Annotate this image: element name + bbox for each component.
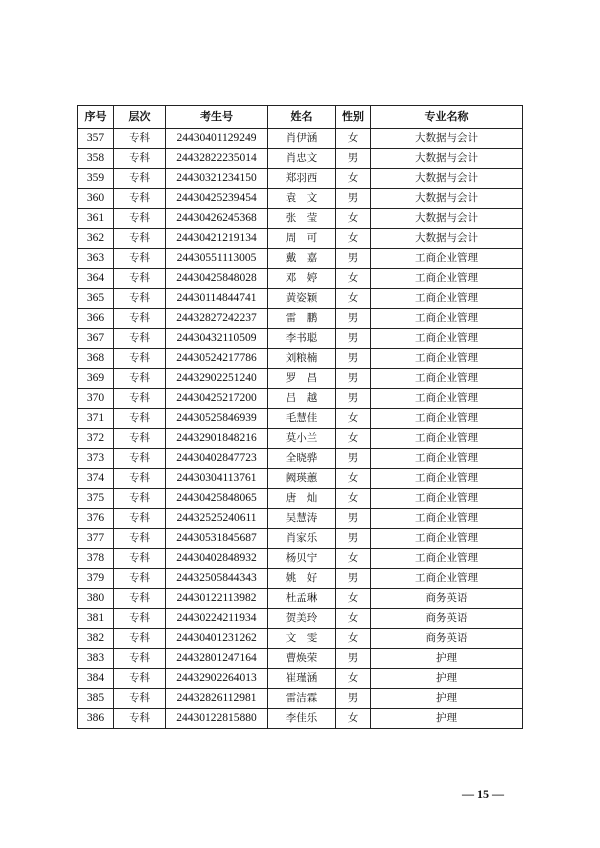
cell-gender: 男 xyxy=(336,349,371,369)
table-row xyxy=(78,569,523,589)
cell-name: 曹焕荣 xyxy=(268,649,336,669)
cell-exam-id: 24432827242237 xyxy=(166,309,268,329)
cell-exam-id: 24430525846939 xyxy=(166,409,268,429)
cell-major: 大数据与会计 xyxy=(371,189,523,209)
cell-name: 姚 好 xyxy=(268,569,336,589)
cell-level: 专科 xyxy=(114,509,166,529)
cell-gender: 女 xyxy=(336,409,371,429)
cell-name: 肖忠文 xyxy=(268,149,336,169)
cell-seq: 368 xyxy=(78,349,114,369)
cell-major: 工商企业管理 xyxy=(371,309,523,329)
table-body xyxy=(78,129,523,729)
cell-name: 雷洁霖 xyxy=(268,689,336,709)
cell-gender: 女 xyxy=(336,469,371,489)
cell-level: 专科 xyxy=(114,649,166,669)
cell-seq: 381 xyxy=(78,609,114,629)
cell-exam-id: 24430425239454 xyxy=(166,189,268,209)
cell-gender: 女 xyxy=(336,129,371,149)
cell-gender: 女 xyxy=(336,669,371,689)
table-row xyxy=(78,129,523,149)
cell-name: 莫小兰 xyxy=(268,429,336,449)
cell-exam-id: 24432801247164 xyxy=(166,649,268,669)
cell-gender: 女 xyxy=(336,269,371,289)
cell-level: 专科 xyxy=(114,689,166,709)
cell-name: 吕 越 xyxy=(268,389,336,409)
cell-seq: 363 xyxy=(78,249,114,269)
cell-seq: 382 xyxy=(78,629,114,649)
cell-level: 专科 xyxy=(114,449,166,469)
cell-name: 张 莹 xyxy=(268,209,336,229)
header-seq: 序号 xyxy=(78,106,114,129)
cell-gender: 女 xyxy=(336,209,371,229)
cell-name: 刘粮楠 xyxy=(268,349,336,369)
cell-name: 全晓骅 xyxy=(268,449,336,469)
cell-level: 专科 xyxy=(114,289,166,309)
cell-name: 周 可 xyxy=(268,229,336,249)
cell-level: 专科 xyxy=(114,409,166,429)
cell-exam-id: 24430321234150 xyxy=(166,169,268,189)
cell-exam-id: 24430426245368 xyxy=(166,209,268,229)
table-header-row xyxy=(78,106,523,129)
cell-name: 肖伊涵 xyxy=(268,129,336,149)
cell-major: 护理 xyxy=(371,709,523,729)
cell-level: 专科 xyxy=(114,309,166,329)
cell-level: 专科 xyxy=(114,709,166,729)
table-row xyxy=(78,509,523,529)
header-major: 专业名称 xyxy=(371,106,523,129)
cell-seq: 379 xyxy=(78,569,114,589)
cell-level: 专科 xyxy=(114,669,166,689)
cell-exam-id: 24432505844343 xyxy=(166,569,268,589)
cell-exam-id: 24432822235014 xyxy=(166,149,268,169)
table-row xyxy=(78,609,523,629)
cell-exam-id: 24430122815880 xyxy=(166,709,268,729)
cell-major: 工商企业管理 xyxy=(371,329,523,349)
table-row xyxy=(78,389,523,409)
cell-major: 工商企业管理 xyxy=(371,409,523,429)
cell-seq: 375 xyxy=(78,489,114,509)
cell-major: 工商企业管理 xyxy=(371,489,523,509)
cell-name: 阙瑛蕙 xyxy=(268,469,336,489)
cell-exam-id: 24430425848028 xyxy=(166,269,268,289)
cell-seq: 371 xyxy=(78,409,114,429)
cell-gender: 男 xyxy=(336,689,371,709)
cell-gender: 女 xyxy=(336,629,371,649)
table-row xyxy=(78,269,523,289)
cell-exam-id: 24430421219134 xyxy=(166,229,268,249)
cell-major: 工商企业管理 xyxy=(371,509,523,529)
cell-seq: 377 xyxy=(78,529,114,549)
cell-major: 工商企业管理 xyxy=(371,569,523,589)
table-row xyxy=(78,549,523,569)
cell-gender: 女 xyxy=(336,609,371,629)
table-row xyxy=(78,669,523,689)
table-row xyxy=(78,189,523,209)
cell-seq: 384 xyxy=(78,669,114,689)
table-row xyxy=(78,289,523,309)
cell-exam-id: 24430402847723 xyxy=(166,449,268,469)
cell-seq: 367 xyxy=(78,329,114,349)
cell-name: 雷 鹏 xyxy=(268,309,336,329)
cell-level: 专科 xyxy=(114,529,166,549)
cell-major: 大数据与会计 xyxy=(371,209,523,229)
cell-level: 专科 xyxy=(114,189,166,209)
cell-name: 杜孟琳 xyxy=(268,589,336,609)
cell-gender: 男 xyxy=(336,329,371,349)
table-row xyxy=(78,409,523,429)
cell-exam-id: 24432826112981 xyxy=(166,689,268,709)
cell-level: 专科 xyxy=(114,129,166,149)
cell-exam-id: 24430432110509 xyxy=(166,329,268,349)
cell-exam-id: 24430425217200 xyxy=(166,389,268,409)
cell-gender: 男 xyxy=(336,369,371,389)
cell-gender: 男 xyxy=(336,189,371,209)
cell-exam-id: 24430401231262 xyxy=(166,629,268,649)
cell-name: 肖家乐 xyxy=(268,529,336,549)
cell-seq: 376 xyxy=(78,509,114,529)
cell-gender: 男 xyxy=(336,449,371,469)
table-row xyxy=(78,489,523,509)
cell-seq: 380 xyxy=(78,589,114,609)
table-row xyxy=(78,349,523,369)
header-level: 层次 xyxy=(114,106,166,129)
cell-level: 专科 xyxy=(114,149,166,169)
cell-name: 吴慧涛 xyxy=(268,509,336,529)
cell-seq: 374 xyxy=(78,469,114,489)
cell-level: 专科 xyxy=(114,169,166,189)
cell-major: 工商企业管理 xyxy=(371,469,523,489)
cell-seq: 366 xyxy=(78,309,114,329)
cell-name: 唐 灿 xyxy=(268,489,336,509)
cell-seq: 373 xyxy=(78,449,114,469)
cell-major: 大数据与会计 xyxy=(371,149,523,169)
cell-level: 专科 xyxy=(114,429,166,449)
cell-gender: 女 xyxy=(336,549,371,569)
cell-gender: 男 xyxy=(336,649,371,669)
cell-level: 专科 xyxy=(114,589,166,609)
cell-seq: 369 xyxy=(78,369,114,389)
cell-name: 李佳乐 xyxy=(268,709,336,729)
cell-gender: 女 xyxy=(336,289,371,309)
header-name: 姓名 xyxy=(268,106,336,129)
cell-level: 专科 xyxy=(114,269,166,289)
table-row xyxy=(78,309,523,329)
cell-major: 大数据与会计 xyxy=(371,169,523,189)
cell-name: 李书聪 xyxy=(268,329,336,349)
cell-exam-id: 24430114844741 xyxy=(166,289,268,309)
cell-level: 专科 xyxy=(114,389,166,409)
cell-exam-id: 24430551113005 xyxy=(166,249,268,269)
cell-seq: 383 xyxy=(78,649,114,669)
cell-level: 专科 xyxy=(114,569,166,589)
cell-level: 专科 xyxy=(114,249,166,269)
cell-seq: 385 xyxy=(78,689,114,709)
cell-name: 毛慧佳 xyxy=(268,409,336,429)
table-row xyxy=(78,629,523,649)
header-gender: 性别 xyxy=(336,106,371,129)
cell-seq: 386 xyxy=(78,709,114,729)
table-row xyxy=(78,449,523,469)
cell-gender: 女 xyxy=(336,169,371,189)
cell-exam-id: 24430425848065 xyxy=(166,489,268,509)
cell-name: 文 雯 xyxy=(268,629,336,649)
table-row xyxy=(78,709,523,729)
cell-seq: 358 xyxy=(78,149,114,169)
table-row xyxy=(78,589,523,609)
cell-exam-id: 24430402848932 xyxy=(166,549,268,569)
cell-exam-id: 24430531845687 xyxy=(166,529,268,549)
cell-exam-id: 24430524217786 xyxy=(166,349,268,369)
cell-major: 工商企业管理 xyxy=(371,529,523,549)
cell-major: 工商企业管理 xyxy=(371,369,523,389)
table-row xyxy=(78,329,523,349)
cell-gender: 男 xyxy=(336,509,371,529)
cell-name: 贺美玲 xyxy=(268,609,336,629)
cell-exam-id: 24430304113761 xyxy=(166,469,268,489)
table-row xyxy=(78,369,523,389)
table-row xyxy=(78,529,523,549)
table-row xyxy=(78,169,523,189)
cell-level: 专科 xyxy=(114,469,166,489)
cell-gender: 女 xyxy=(336,709,371,729)
cell-major: 工商企业管理 xyxy=(371,389,523,409)
cell-major: 工商企业管理 xyxy=(371,349,523,369)
cell-level: 专科 xyxy=(114,629,166,649)
cell-major: 工商企业管理 xyxy=(371,249,523,269)
cell-level: 专科 xyxy=(114,329,166,349)
cell-exam-id: 24432525240611 xyxy=(166,509,268,529)
cell-seq: 364 xyxy=(78,269,114,289)
cell-seq: 378 xyxy=(78,549,114,569)
page-number: — 15 — xyxy=(462,787,504,801)
cell-major: 护理 xyxy=(371,669,523,689)
cell-exam-id: 24430122113982 xyxy=(166,589,268,609)
cell-gender: 女 xyxy=(336,229,371,249)
cell-major: 大数据与会计 xyxy=(371,129,523,149)
cell-major: 工商企业管理 xyxy=(371,429,523,449)
cell-seq: 362 xyxy=(78,229,114,249)
cell-name: 黄姿颖 xyxy=(268,289,336,309)
table-row xyxy=(78,689,523,709)
student-roster-table xyxy=(77,105,523,729)
cell-major: 工商企业管理 xyxy=(371,549,523,569)
cell-name: 戴 嘉 xyxy=(268,249,336,269)
cell-exam-id: 24432902251240 xyxy=(166,369,268,389)
cell-exam-id: 24432902264013 xyxy=(166,669,268,689)
table-row xyxy=(78,149,523,169)
cell-seq: 372 xyxy=(78,429,114,449)
cell-gender: 男 xyxy=(336,149,371,169)
cell-level: 专科 xyxy=(114,209,166,229)
table-row xyxy=(78,249,523,269)
cell-level: 专科 xyxy=(114,549,166,569)
cell-major: 护理 xyxy=(371,689,523,709)
table-row xyxy=(78,209,523,229)
cell-major: 工商企业管理 xyxy=(371,269,523,289)
cell-gender: 男 xyxy=(336,529,371,549)
cell-name: 崔瑾涵 xyxy=(268,669,336,689)
cell-major: 大数据与会计 xyxy=(371,229,523,249)
cell-gender: 男 xyxy=(336,389,371,409)
cell-seq: 357 xyxy=(78,129,114,149)
cell-gender: 女 xyxy=(336,429,371,449)
cell-gender: 女 xyxy=(336,589,371,609)
cell-name: 郑羽西 xyxy=(268,169,336,189)
cell-major: 商务英语 xyxy=(371,609,523,629)
table-row xyxy=(78,429,523,449)
cell-major: 工商企业管理 xyxy=(371,289,523,309)
cell-level: 专科 xyxy=(114,369,166,389)
cell-level: 专科 xyxy=(114,489,166,509)
cell-gender: 男 xyxy=(336,569,371,589)
cell-seq: 361 xyxy=(78,209,114,229)
cell-exam-id: 24430401129249 xyxy=(166,129,268,149)
cell-major: 商务英语 xyxy=(371,629,523,649)
table-row xyxy=(78,229,523,249)
cell-name: 邓 婷 xyxy=(268,269,336,289)
cell-name: 袁 文 xyxy=(268,189,336,209)
cell-gender: 女 xyxy=(336,489,371,509)
cell-name: 杨贝宁 xyxy=(268,549,336,569)
table-row xyxy=(78,469,523,489)
header-exam-id: 考生号 xyxy=(166,106,268,129)
cell-major: 工商企业管理 xyxy=(371,449,523,469)
cell-exam-id: 24432901848216 xyxy=(166,429,268,449)
cell-seq: 365 xyxy=(78,289,114,309)
cell-level: 专科 xyxy=(114,349,166,369)
cell-level: 专科 xyxy=(114,609,166,629)
cell-major: 护理 xyxy=(371,649,523,669)
cell-level: 专科 xyxy=(114,229,166,249)
cell-seq: 359 xyxy=(78,169,114,189)
cell-exam-id: 24430224211934 xyxy=(166,609,268,629)
cell-major: 商务英语 xyxy=(371,589,523,609)
cell-seq: 370 xyxy=(78,389,114,409)
cell-name: 罗 昌 xyxy=(268,369,336,389)
table-row xyxy=(78,649,523,669)
cell-seq: 360 xyxy=(78,189,114,209)
cell-gender: 男 xyxy=(336,309,371,329)
cell-gender: 男 xyxy=(336,249,371,269)
